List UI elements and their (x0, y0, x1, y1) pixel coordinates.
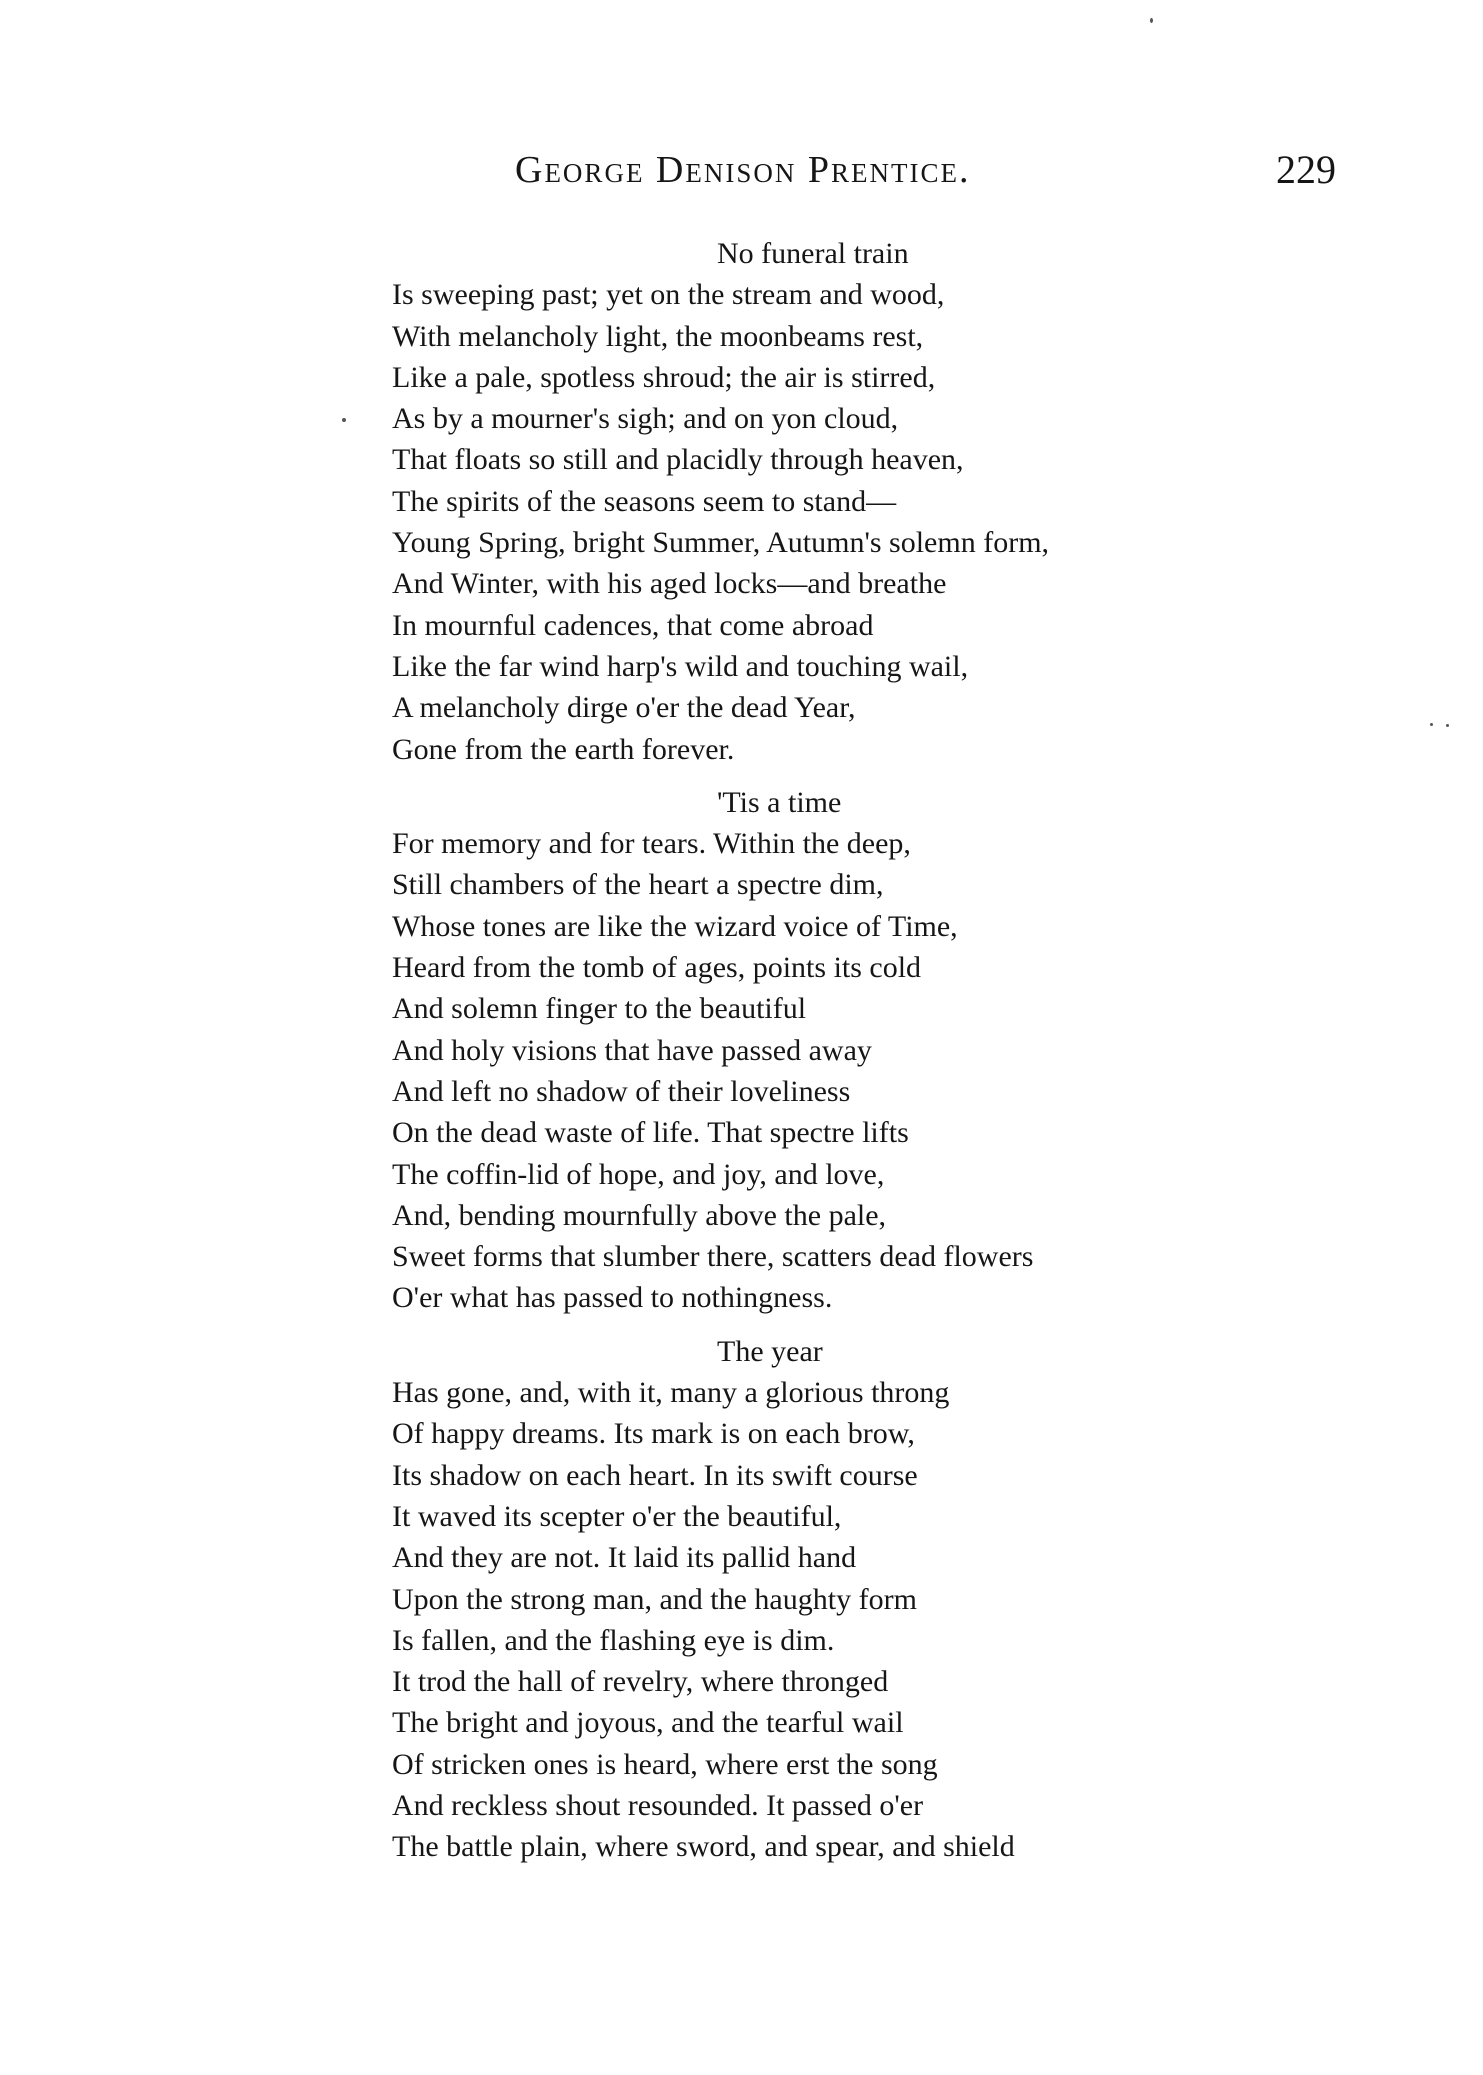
poem-line: That floats so still and placidly through heaven, (392, 443, 964, 477)
poem-line: The bright and joyous, and the tearful wail (392, 1706, 904, 1740)
poem-line: Like the far wind harp's wild and touching wail, (392, 649, 969, 683)
poem-line: Has gone, and, with it, many a glorious throng (392, 1376, 950, 1410)
poem-line: Of stricken ones is heard, where erst the song (392, 1747, 938, 1781)
poem-line: Is fallen, and the flashing eye is dim. (392, 1623, 835, 1657)
poem-line: It waved its scepter o'er the beautiful, (392, 1499, 842, 1533)
poem-line: Of happy dreams. Its mark is on each brow, (392, 1417, 915, 1451)
poem-line: The coffin-lid of hope, and joy, and love, (392, 1157, 885, 1191)
print-speck (1430, 723, 1433, 726)
poem-line: As by a mourner's sigh; and on yon cloud, (392, 402, 899, 436)
poem-line: The battle plain, where sword, and spear, and shield (392, 1830, 1015, 1864)
poem-line: Is sweeping past; yet on the stream and wood, (392, 278, 945, 312)
poem-line: The year (717, 1334, 823, 1368)
poem-line: Upon the strong man, and the haughty form (392, 1582, 917, 1616)
print-speck (342, 418, 346, 422)
stanza-3 (392, 1331, 1392, 1868)
poem-line: And solemn finger to the beautiful (392, 992, 807, 1026)
poem-line: Young Spring, bright Summer, Autumn's solemn form, (392, 526, 1050, 560)
poem-line: And holy visions that have passed away (392, 1033, 872, 1067)
poem-body (392, 233, 1392, 1880)
poem-line: And Winter, with his aged locks—and breathe (392, 567, 947, 601)
poem-line: And left no shadow of their loveliness (392, 1074, 851, 1108)
poem-line: Its shadow on each heart. In its swift course (392, 1458, 918, 1492)
stanza-1 (392, 233, 1392, 770)
poem-line: On the dead waste of life. That spectre lifts (392, 1116, 909, 1150)
poem-line: And, bending mournfully above the pale, (392, 1198, 887, 1232)
poem-line: And reckless shout resounded. It passed o'er (392, 1788, 924, 1822)
poem-line: For memory and for tears. Within the deep, (392, 827, 911, 861)
poem-line: Like a pale, spotless shroud; the air is stirred, (392, 360, 936, 394)
poem-line: Whose tones are like the wizard voice of Time, (392, 909, 958, 943)
poem-line: With melancholy light, the moonbeams rest, (392, 319, 924, 353)
poem-line: In mournful cadences, that come abroad (392, 608, 874, 642)
poem-line: No funeral train (717, 237, 909, 270)
poem-line: Heard from the tomb of ages, points its cold (392, 951, 922, 985)
print-speck (1446, 724, 1449, 727)
page-number: 229 (1276, 147, 1336, 192)
poem-line: O'er what has passed to nothingness. (392, 1281, 833, 1315)
poem-line: Sweet forms that slumber there, scatters dead flowers (392, 1240, 1034, 1274)
poem-line: And they are not. It laid its pallid hand (392, 1541, 857, 1575)
poem-line: 'Tis a time (717, 785, 842, 819)
print-speck (1150, 18, 1153, 23)
running-head-title: George Denison Prentice. (515, 149, 971, 191)
poem-line: The spirits of the seasons seem to stand— (392, 484, 897, 518)
poem-line: Still chambers of the heart a spectre dim, (392, 868, 884, 902)
poem-line: It trod the hall of revelry, where thronged (392, 1665, 889, 1699)
poem-line: A melancholy dirge o'er the dead Year, (392, 691, 856, 725)
poem-line: Gone from the earth forever. (392, 732, 735, 766)
stanza-2 (392, 782, 1392, 1319)
